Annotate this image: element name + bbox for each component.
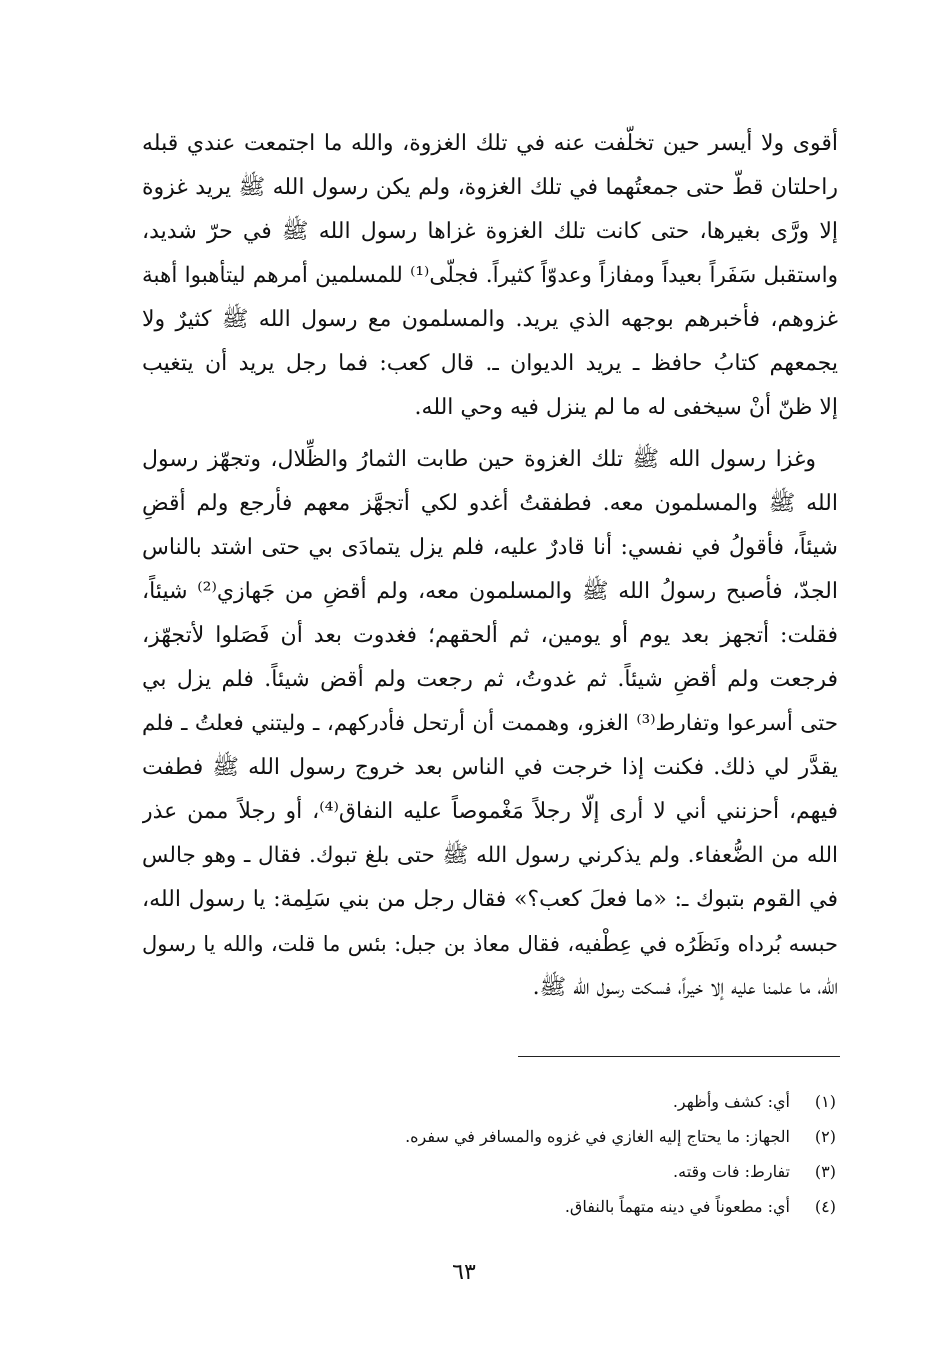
footnote-text: أي: كشف وأظهر. bbox=[672, 1092, 790, 1111]
text-line: حبسه بُرداه ونَظَرُه في عِطْفيه، فقال معاذ بن جبل: بئس ما قلت، والله يا رسول bbox=[142, 932, 838, 956]
paragraph-2 bbox=[142, 438, 838, 1010]
text-line: إلا ورَّى بغيرها، حتى كانت تلك الغزوة غزاها رسول الله ﷺ في حرّ شديد، bbox=[142, 219, 838, 244]
footnote-number: (١) bbox=[814, 1092, 836, 1111]
text-line: أقوى ولا أيسر حين تخلّفت عنه في تلك الغزوة، والله ما اجتمعت عندي قبله bbox=[142, 131, 838, 156]
footnote-text: أي: مطعوناً في دينه متهماً بالنفاق. bbox=[564, 1197, 790, 1216]
footnote-text: الجهاز: ما يحتاج إليه الغازي في غزوه والمسافر في سفره. bbox=[405, 1127, 790, 1146]
page-number: ٦٣ bbox=[452, 1260, 476, 1285]
footnote-text: تفارط: فات وقته. bbox=[673, 1162, 790, 1181]
text-line: وغزا رسول الله ﷺ تلك الغزوة حين طابت الثمارُ والظِّلال، وتجهّز رسول bbox=[142, 447, 816, 472]
text-line: فرجعت ولم أقضِ شيئاً. ثم غدوتُ، ثم رجعت ولم أقض شيئاً. فلم يزل بي bbox=[142, 667, 838, 692]
footnote-item bbox=[230, 1084, 836, 1119]
footnote-separator bbox=[518, 1056, 840, 1057]
text-line: فقلت: أتجهز بعد يوم أو يومين، ثم ألحقهم؛ فغدوت بعد أن فَصَلوا لأتجهّز، bbox=[142, 623, 838, 648]
text-line: الله ﷺ والمسلمون معه. فطفقتُ أغدو لكي أتجهَّز معهم فأرجع ولم أقضِ bbox=[142, 491, 838, 516]
text-line: فيهم، أحزنني أني لا أرى إلّا رجلاً مَغْموصاً عليه النفاق⁽⁴⁾، أو رجلاً ممن عذر bbox=[142, 799, 838, 824]
footnote-number: (٣) bbox=[814, 1162, 836, 1181]
text-line: راحلتان قطّ حتى جمعتُهما في تلك الغزوة، ولم يكن رسول الله ﷺ يريد غزوة bbox=[142, 175, 838, 200]
text-line: شيئاً، فأقولُ في نفسي: أنا قادرٌ عليه، فلم يزل يتمادَى بي حتى اشتد بالناس bbox=[142, 535, 838, 560]
text-line: يقدَّر لي ذلك. فكنت إذا خرجت في الناس بعد خروج رسول الله ﷺ فطفت bbox=[142, 755, 838, 780]
text-line: غزوهم، فأخبرهم بوجهه الذي يريد. والمسلمون مع رسول الله ﷺ كثيرٌ ولا bbox=[142, 307, 838, 332]
text-line: إلا ظنّ أنْ سيخفى له ما لم ينزل فيه وحي الله. bbox=[414, 395, 838, 420]
footnotes bbox=[230, 1084, 836, 1224]
text-line: في القوم بتبوك ـ: «ما فعلَ كعب؟» فقال رجل من بني سَلِمة: يا رسول الله، bbox=[142, 887, 838, 912]
text-line: الجدّ، فأصبح رسولُ الله ﷺ والمسلمون معه، ولم أقضِ من جَهازي⁽²⁾ شيئاً، bbox=[142, 579, 838, 604]
footnote-item bbox=[230, 1119, 836, 1154]
text-line: حتى أسرعوا وتفارط⁽³⁾ الغزو، وهممت أن أرتحل فأدركهم، ـ وليتني فعلتُ ـ فلم bbox=[142, 711, 838, 736]
footnote-number: (٢) bbox=[814, 1127, 836, 1146]
text-line: يجمعهم كتابُ حافظ ـ يريد الديوان ـ. قال كعب: فما رجل يريد أن يتغيب bbox=[142, 351, 838, 376]
footnote-item bbox=[230, 1189, 836, 1224]
text-line: الله، ما علمنا عليه إلا خيراً، فسكت رسول الله ﷺ. bbox=[532, 975, 838, 1000]
footnote-item bbox=[230, 1154, 836, 1189]
paragraph-1 bbox=[142, 122, 838, 430]
footnote-number: (٤) bbox=[814, 1197, 836, 1216]
text-line: الله من الضُّعفاء. ولم يذكرني رسول الله ﷺ حتى بلغ تبوك. فقال ـ وهو جالس bbox=[142, 843, 838, 868]
text-line: واستقبل سَفَراً بعيداً ومفازاً وعدوّاً كثيراً. فجلّى⁽¹⁾ للمسلمين أمرهم ليتأهبوا أهبة bbox=[142, 263, 838, 288]
